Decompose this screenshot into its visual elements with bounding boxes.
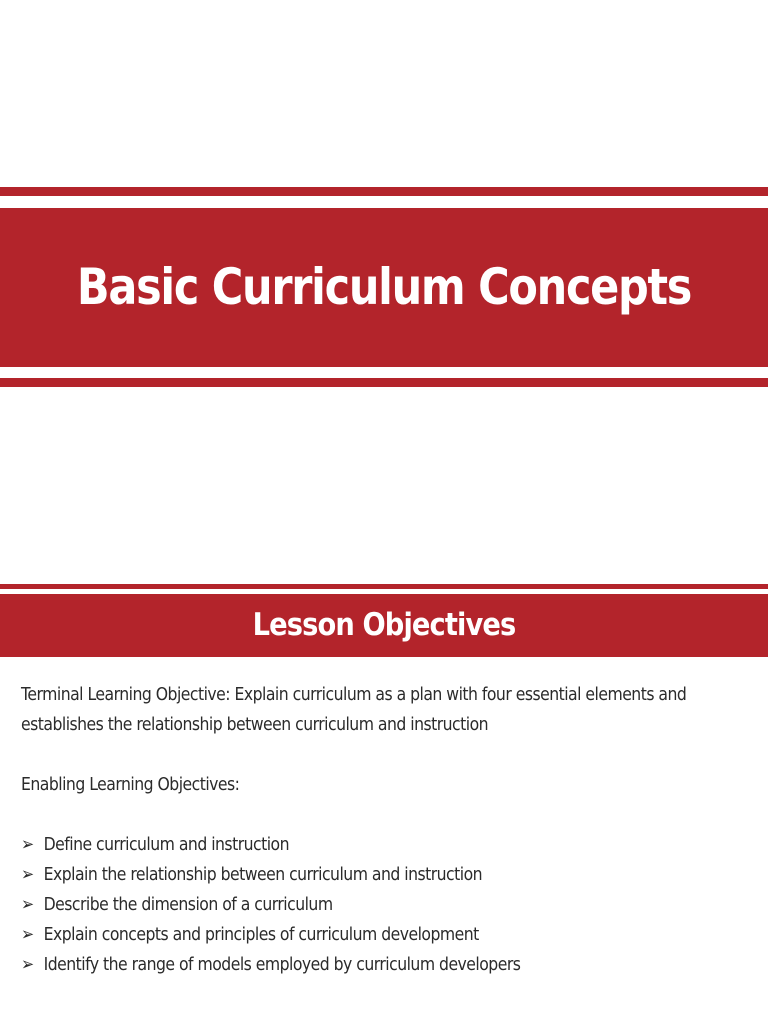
enabling-objectives-heading: Enabling Learning Objectives: — [21, 774, 240, 795]
objective-text: Identify the range of models employed by curriculum developers — [43, 954, 521, 975]
objective-text: Explain the relationship between curriculum and instruction — [43, 864, 483, 885]
banner-top-rule — [0, 187, 768, 196]
objectives-slide — [0, 555, 768, 1024]
spacer — [21, 740, 761, 770]
objective-text: Explain concepts and principles of curriculum development — [43, 924, 479, 945]
banner-bottom-rule — [0, 378, 768, 387]
arrow-bullet-icon: ➢ — [21, 894, 34, 915]
arrow-bullet-icon: ➢ — [21, 864, 34, 885]
arrow-bullet-icon: ➢ — [21, 834, 34, 855]
list-item — [21, 830, 665, 860]
terminal-objective-line-2: establishes the relationship between curriculum and instruction — [21, 714, 489, 735]
list-item — [21, 920, 665, 950]
objective-text: Define curriculum and instruction — [43, 834, 290, 855]
arrow-bullet-icon: ➢ — [21, 924, 34, 945]
objectives-list — [21, 830, 761, 980]
list-item — [21, 860, 665, 890]
objectives-banner-top-rule — [0, 584, 768, 589]
objectives-content — [21, 680, 761, 980]
list-item — [21, 890, 665, 920]
objectives-title: Lesson Objectives — [252, 607, 516, 643]
spacer — [21, 800, 761, 830]
list-item — [21, 950, 665, 980]
arrow-bullet-icon: ➢ — [21, 954, 34, 975]
slide-title: Basic Curriculum Concepts — [76, 258, 692, 316]
terminal-objective-line-1: Terminal Learning Objective: Explain curriculum as a plan with four essential elements and — [21, 684, 687, 705]
objective-text: Describe the dimension of a curriculum — [43, 894, 333, 915]
